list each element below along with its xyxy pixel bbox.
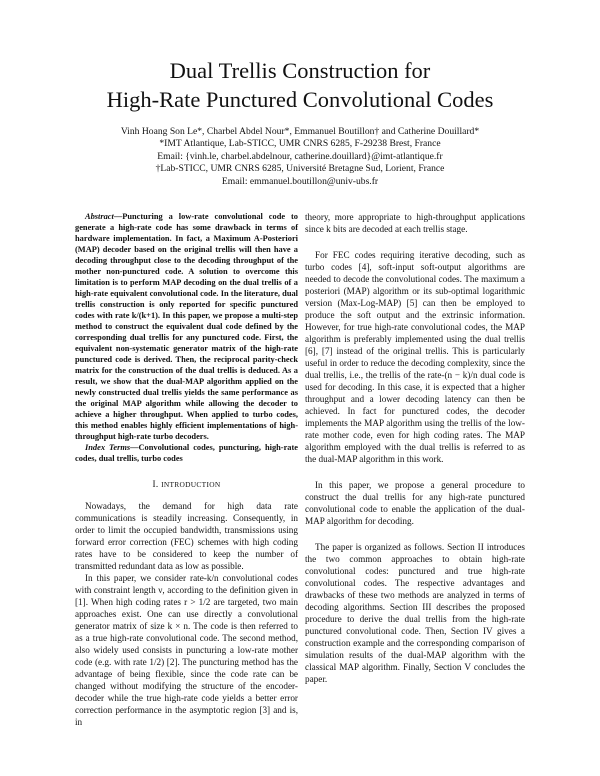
affiliation-1: *IMT Atlantique, Lab-STICC, UMR CNRS 6285, F-29238 Brest, France xyxy=(159,138,441,150)
abstract-text: —Puncturing a low-rate convolutional code to generate a high-rate code has some drawback in terms of hardware implementation. In fact, a Maximum A-Posteriori (MAP) decoder based on the original trellis will then have a decoding throughput close to the decoding throughput of the mother non-punctured code. A solution to overcome this limitation is to perform MAP decoding on the dual trellis of a high-rate equivalent convolutional code. In the literature, dual trellis construction is only reported for specific punctured codes with rate k/(k+1). In this paper, we propose a multi-step method to construct the equivalent dual code defined by the corresponding dual trellis for any punctured code. First, the equivalent non-systematic generator matrix of the high-rate punctured code is derived. Then, the reciprocal parity-check matrix for the construction of the dual trellis is deduced. As a result, we show that the dual-MAP algorithm applied on the newly constructed dual trellis yields the same performance as the original MAP algorithm while allowing the decoder to achieve a higher throughput. When applied to turbo codes, this method enables highly efficient implementations of high-throughput high-rate turbo decoders. xyxy=(75,212,298,441)
section-number: I. xyxy=(152,479,159,489)
paragraph: theory, more appropriate to high-throughput applications since k bits are decoded at each trellis stage. xyxy=(305,212,525,234)
paragraph: For FEC codes requiring iterative decoding, such as turbo codes [4], soft-input soft-output algorithms are needed to decode the convolutional codes. The maximum a posteriori (MAP) algorithm or its sub-optimal logarithmic version (Max-Log-MAP) [5] can then be employed to produce the soft output and the extrinsic information. However, for true high-rate convolutional codes, the MAP algorithm is preferably implemented using the dual trellis [6], [7] instead of the original trellis. This is particularly useful in order to reduce the decoding complexity, since the dual trellis, i.e., the trellis of the rate-(n − k)/n dual code is used for decoding. In this case, it is expected that a higher throughput and a lower decoding latency can then be achieved. In fact for punctured codes, the decoder implements the MAP algorithm using the trellis of the low-rate mother code, even for high coding rates. The MAP algorithm employed with the dual trellis is referred to as the dual-MAP algorithm in this work. xyxy=(305,250,525,464)
author-block xyxy=(40,126,560,188)
email-1: Email: {vinh.le, charbel.abdelnour, catherine.douillard}@imt-atlantique.fr xyxy=(157,150,443,162)
abstract xyxy=(75,211,298,442)
index-terms xyxy=(75,442,298,464)
right-column xyxy=(305,211,525,685)
paragraph: The paper is organized as follows. Section II introduces the two common approaches to obtain high-rate convolutional codes: punctured and true high-rate convolutional codes. The respective advantages and drawbacks of these two methods are analyzed in terms of decoding algorithms. Section III describes the proposed procedure to derive the dual trellis from the high-rate punctured convolutional code. Then, Section IV gives a construction example and the corresponding comparison of simulation results of the dual-MAP algorithm with the classical MAP algorithm. Finally, Section V concludes the paper. xyxy=(305,542,525,684)
paragraph: In this paper, we consider rate-k/n convolutional codes with constraint length ν, according to the definition given in [1]. When high coding rates r > 1/2 are targeted, two main approaches exist. One can use directly a convolutional generator matrix of size k × n. The code is then referred to as a true high-rate convolutional code. The second method, also widely used consists in puncturing a low-rate mother code (e.g. with rate 1/2) [2]. The puncturing method has the advantage of being flexible, since the code rate can be changed without modifying the structure of the encoder-decoder while the true high-rate code yields a better error correction performance in the asymptotic region [3] and is, in xyxy=(75,573,298,727)
section-title: INTRODUCTION xyxy=(161,480,221,489)
title-line-1: Dual Trellis Construction for xyxy=(169,58,431,83)
section-heading xyxy=(75,478,298,491)
index-terms-label: Index Terms xyxy=(85,443,131,452)
paper-title xyxy=(0,56,600,114)
affiliation-2: †Lab-STICC, UMR CNRS 6285, Université Bretagne Sud, Lorient, France xyxy=(155,163,445,175)
abstract-label: Abstract xyxy=(85,212,114,221)
email-2: Email: emmanuel.boutillon@univ-ubs.fr xyxy=(221,175,379,187)
index-terms-text: —Convolutional codes, puncturing, high-rate codes, dual trellis, turbo codes xyxy=(75,443,298,463)
left-column xyxy=(75,211,298,728)
paragraph: Nowadays, the demand for high data rate communications is steadily increasing. Consequently, in order to limit the occupied bandwidth, transmissions using forward error correction (FEC) schemes with high coding rates have to be considered to keep the number of transmitted redundant data as low as possible. xyxy=(75,501,298,571)
paragraph: In this paper, we propose a general procedure to construct the dual trellis for any high-rate punctured convolutional code to enable the application of the dual-MAP algorithm for decoding. xyxy=(305,480,525,526)
title-line-2: High-Rate Punctured Convolutional Codes xyxy=(106,87,494,112)
author-list: Vinh Hoang Son Le*, Charbel Abdel Nour*, Emmanuel Boutillon† and Catherine Douillard* xyxy=(120,126,480,137)
